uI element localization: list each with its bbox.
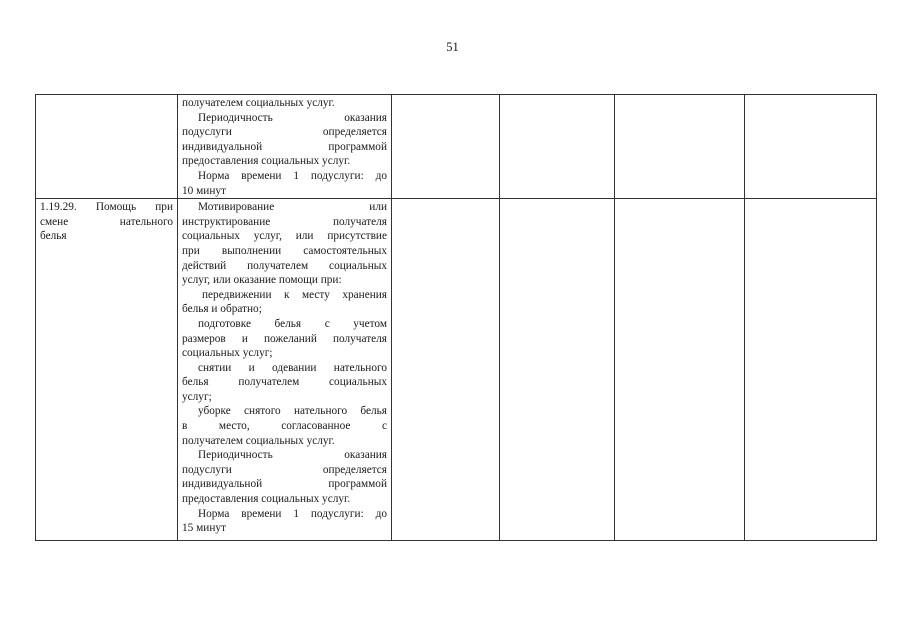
text-line: смене нательного: [40, 215, 173, 228]
text-line: передвижении к месту хранения: [202, 288, 387, 301]
table-cell: [745, 199, 877, 541]
services-table: [35, 94, 877, 541]
text-line: подуслуги определяется: [182, 463, 387, 476]
text-line: Мотивирование или: [198, 201, 387, 214]
table-cell: [615, 199, 745, 541]
text-line: 15 минут: [182, 522, 226, 535]
text-line: Периодичность оказания: [198, 449, 387, 462]
table-row: [36, 199, 877, 541]
text-line: Норма времени 1 подуслуги: до: [198, 507, 387, 520]
table-row: [36, 95, 877, 199]
text-line: инструктирование получателя: [182, 215, 387, 228]
text-line: Норма времени 1 подуслуги: до: [198, 169, 387, 182]
text-line: индивидуальной программой: [182, 478, 387, 491]
page-number: 51: [446, 40, 459, 54]
table-cell: [745, 95, 877, 199]
text-line: получателем социальных услуг.: [182, 434, 335, 447]
text-line: снятии и одевании нательного: [198, 361, 387, 374]
text-line: белья получателем социальных: [182, 376, 387, 389]
text-line: белья: [40, 230, 67, 243]
service-name-cell: [36, 199, 178, 541]
text-line: 10 минут: [182, 184, 226, 197]
text-line: предоставления социальных услуг.: [182, 493, 351, 506]
text-line: белья и обратно;: [182, 303, 262, 316]
table-cell: [500, 199, 615, 541]
text-line: действий получателем социальных: [182, 259, 387, 272]
text-line: услуг, или оказание помощи при:: [182, 274, 342, 287]
text-line: в место, согласованное с: [182, 420, 387, 433]
text-line: социальных услуг;: [182, 347, 273, 360]
text-line: предоставления социальных услуг.: [182, 155, 351, 168]
service-description-cell: [178, 95, 392, 199]
text-line: социальных услуг, или присутствие: [182, 230, 387, 243]
text-line: получателем социальных услуг.: [182, 97, 335, 109]
text-line: услуг;: [182, 390, 212, 403]
text-line: 1.19.29. Помощь при: [40, 201, 173, 214]
text-line: подуслуги определяется: [182, 126, 387, 139]
text-line: Периодичность оказания: [198, 111, 387, 124]
text-line: размеров и пожеланий получателя: [182, 332, 387, 345]
table-cell: [500, 95, 615, 199]
text-line: индивидуальной программой: [182, 140, 387, 153]
table-cell: [392, 199, 500, 541]
service-description-cell: [178, 199, 392, 541]
text-line: подготовке белья с учетом: [198, 317, 387, 330]
text-line: при выполнении самостоятельных: [182, 244, 387, 257]
table-cell: [392, 95, 500, 199]
service-name-cell: [36, 95, 178, 199]
table-cell: [615, 95, 745, 199]
text-line: уборке снятого нательного белья: [198, 405, 387, 418]
